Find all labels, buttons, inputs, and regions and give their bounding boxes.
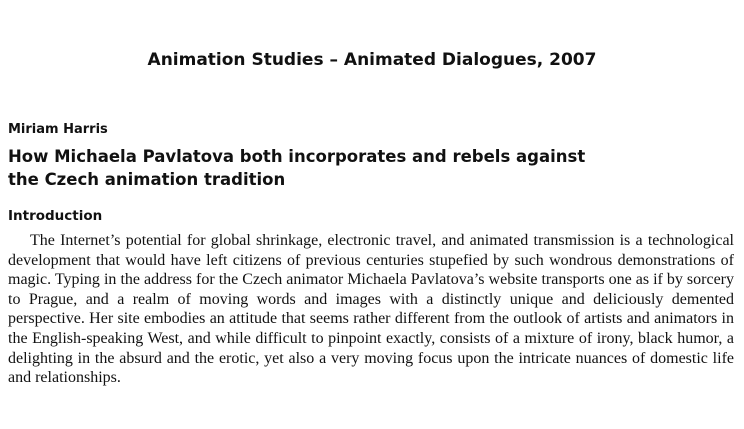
section-heading: Introduction — [8, 208, 103, 224]
author-name: Miriam Harris — [8, 122, 108, 137]
body-paragraph: The Internet’s potential for global shrinkage, electronic travel, and animated transmission is a technological development that would have left citizens of previous centuries stupefied by such wondrous demonstrations of magic. Typing in the address for the Czech animator Michaela Pavlatova’s website transports one as if by sorcery to Prague, and a realm of moving words and images with a distinctly unique and deliciously demented perspective. Her site embodies an attitude that seems rather different from the outlook of artists and animators in the English-speaking West, and while difficult to pinpoint exactly, consists of a mixture of irony, black humor, a delighting in the absurd and the erotic, yet also a very moving focus upon the intricate nuances of domestic life and relationships. — [8, 232, 734, 387]
article-title: How Michaela Pavlatova both incorporates and rebels against the Czech animation tradition — [8, 147, 586, 189]
journal-header: Animation Studies – Animated Dialogues, 2007 — [147, 50, 597, 70]
